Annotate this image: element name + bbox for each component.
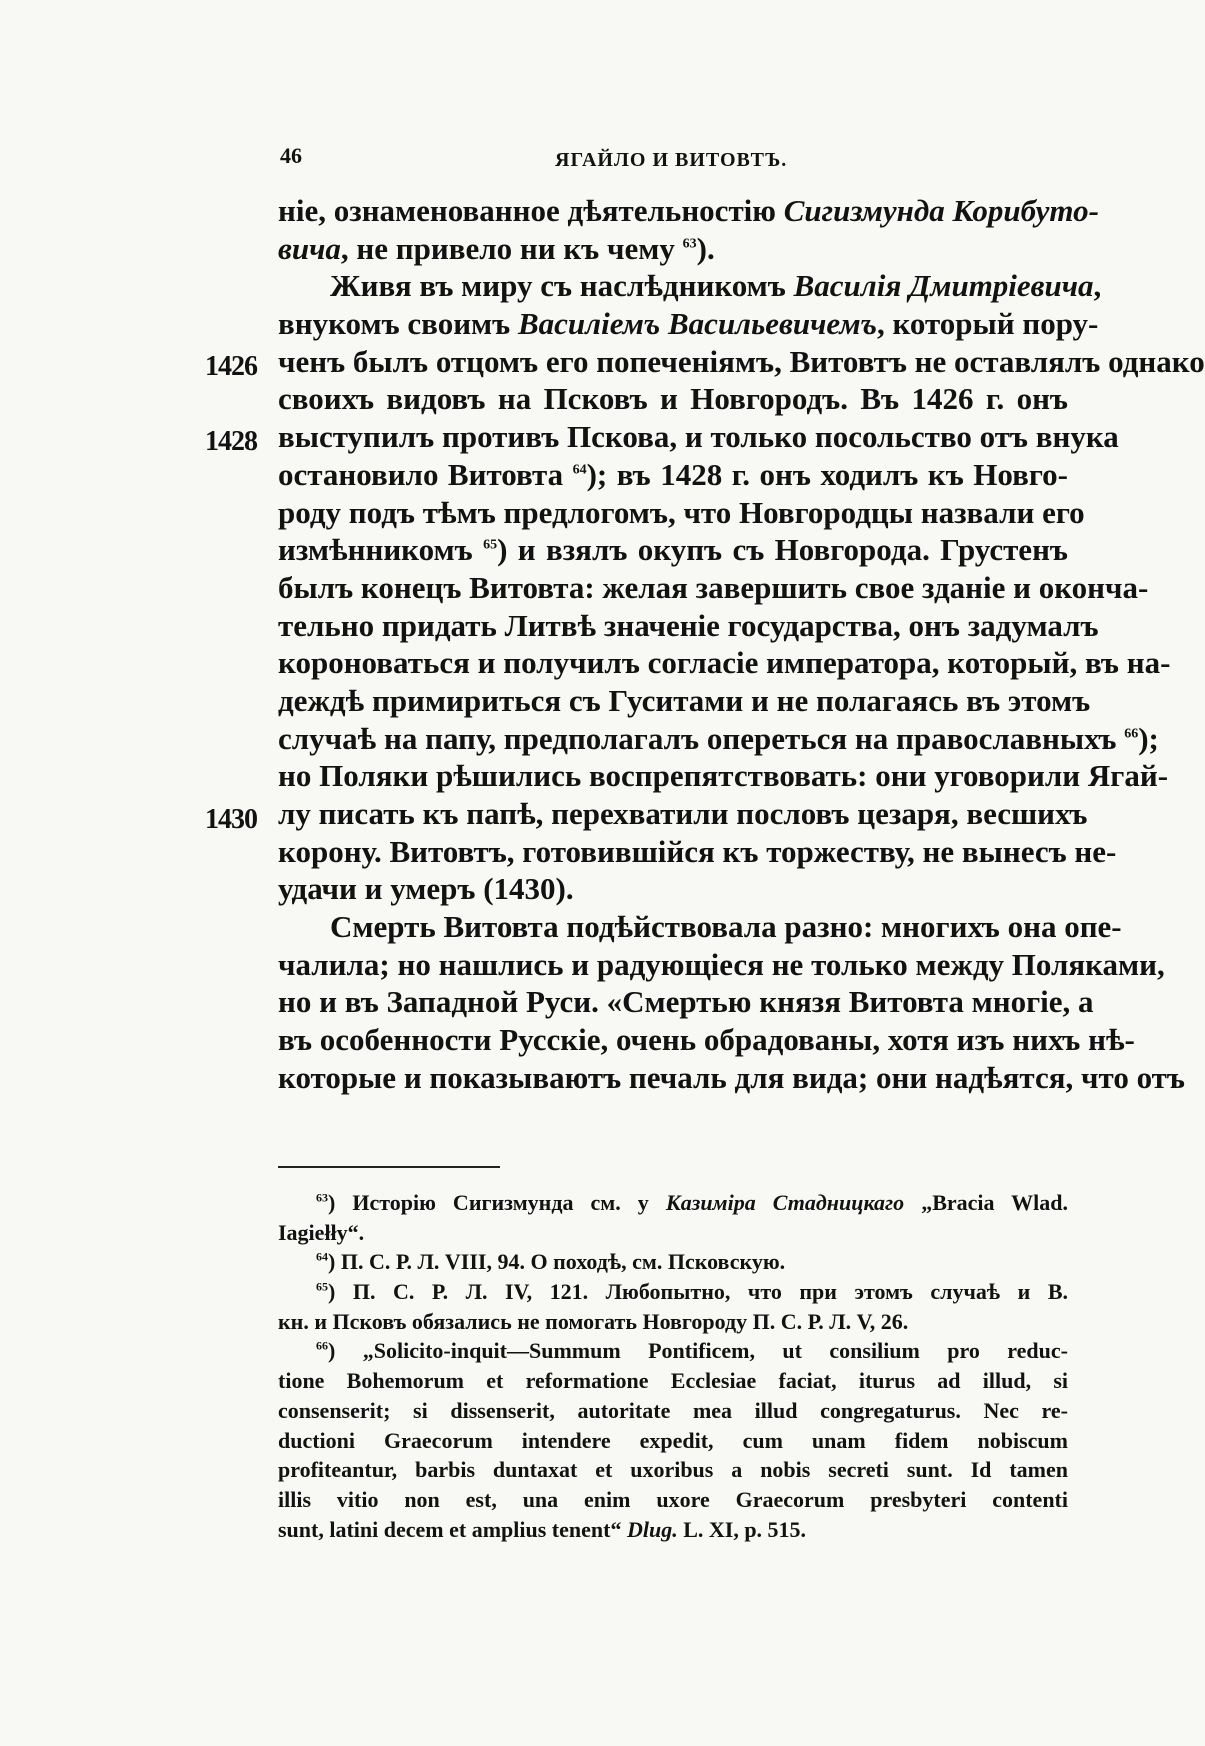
text-line bbox=[278, 720, 1159, 758]
text-line: тельно придать Литвѣ значеніе государства, онъ задумалъ bbox=[278, 607, 1099, 643]
footnote-text: Iagiełły“. bbox=[278, 1219, 365, 1245]
text-line: но Поляки рѣшились воспрепятствовать: они уговорили Ягай- bbox=[278, 758, 1169, 794]
italic-name: Сигизмунда Корибуто- bbox=[783, 193, 1099, 228]
text-line: въ особенности Русскіе, очень обрадованы, хотя изъ нихъ нѣ- bbox=[278, 1022, 1135, 1058]
footnote-text: L. XI, p. 515. bbox=[683, 1516, 807, 1542]
text-line bbox=[278, 305, 1099, 343]
footnote-reference: 63 bbox=[682, 236, 697, 252]
italic-name: Dlug. bbox=[626, 1516, 678, 1542]
footnote-64 bbox=[278, 1247, 1068, 1277]
text-line: Смерть Витовта подѣйствовала разно: многихъ она опе- bbox=[330, 909, 1122, 945]
footnote-text: illis vitio non est, una enim uxore Graecorum presbyteri contenti bbox=[278, 1486, 1068, 1512]
text-segment: ); bbox=[1138, 720, 1159, 756]
text-segment: , не привело ни къ чему bbox=[340, 230, 675, 266]
page-number: 46 bbox=[280, 143, 302, 168]
footnote-66-last-line bbox=[278, 1515, 1068, 1545]
footnote-text: кн. и Псковъ обязались не помогать Новгороду П. С. Р. Л. V, 26. bbox=[278, 1308, 909, 1334]
footnote-number: 63 bbox=[316, 1190, 328, 1205]
text-segment: измѣнникомъ bbox=[278, 532, 473, 568]
text-line: которые и показываютъ печаль для вида; они надѣятся, что отъ bbox=[278, 1059, 1185, 1095]
margin-year-1428: 1428 bbox=[205, 426, 257, 457]
text-line: выступилъ противъ Пскова, и только посольство отъ внука bbox=[278, 419, 1119, 455]
text-line: короноваться и получилъ согласіе императора, который, въ на- bbox=[278, 645, 1171, 681]
footnote-text: consenserit; si dissenserit, autoritate mea illud congregaturus. Nec re- bbox=[278, 1397, 1068, 1423]
text-line: корону. Витовтъ, готовившійся къ торжеству, не вынесъ не- bbox=[278, 833, 1117, 869]
text-segment: внукомъ своимъ bbox=[278, 306, 511, 342]
text-line bbox=[278, 192, 1099, 230]
footnote-reference: 66 bbox=[1124, 726, 1139, 742]
footnote-text: ) „Solicito-inquit—Summum Pontificem, ut consilium pro reduc- bbox=[328, 1338, 1068, 1364]
text-segment: , bbox=[1093, 268, 1102, 304]
footnote-reference: 64 bbox=[572, 462, 587, 478]
footnote-separator bbox=[278, 1166, 500, 1168]
footnote-number: 65 bbox=[316, 1279, 328, 1294]
italic-name: Казиміра Стадницкаго bbox=[665, 1190, 905, 1215]
footnote-66 bbox=[278, 1336, 1068, 1366]
text-line bbox=[278, 230, 1068, 268]
footnote-63 bbox=[278, 1188, 1068, 1218]
footnote-text: ductioni Graecorum intendere expedit, cum unam fidem nobiscum bbox=[278, 1427, 1068, 1453]
text-segment: Живя въ миру съ наслѣдникомъ bbox=[330, 268, 786, 304]
text-line: былъ конецъ Витовта: желая завершить свое зданіе и оконча- bbox=[278, 569, 1149, 605]
text-line: деждѣ примириться съ Гуситами и не полагаясь въ этомъ bbox=[278, 682, 1091, 718]
footnotes bbox=[278, 1188, 1068, 1544]
footnote-text: „Bracia Wlad. bbox=[921, 1190, 1069, 1215]
text-line bbox=[278, 267, 1102, 305]
text-line bbox=[278, 531, 1068, 569]
text-line: удачи и умеръ (1430). bbox=[278, 871, 574, 907]
text-line: но и въ Западной Руси. «Смертью князя Витовта многіе, а bbox=[278, 984, 1094, 1020]
footnote-text: tione Bohemorum et reformatione Ecclesiae faciat, iturus ad illud, si bbox=[278, 1368, 1068, 1394]
italic-name: вича bbox=[278, 230, 341, 266]
footnote-text: ) П. С. Р. Л. IV, 121. Любопытно, что при этомъ случаѣ и В. bbox=[328, 1279, 1068, 1305]
footnote-number: 64 bbox=[316, 1250, 328, 1265]
main-text bbox=[278, 192, 1205, 1097]
footnote-text: ) Исторію Сигизмунда см. у bbox=[328, 1190, 649, 1215]
text-line: ченъ былъ отцомъ его попеченіямъ, Витовтъ не оставлялъ однако bbox=[278, 343, 1205, 379]
text-line: лу писать къ папѣ, перехватили пословъ цезаря, весшихъ bbox=[278, 796, 1088, 831]
footnote-text: sunt, latini decem et amplius tenent“ bbox=[278, 1516, 622, 1542]
italic-name: Василіемъ Васильевичемъ bbox=[518, 306, 877, 342]
text-segment: случаѣ на папу, предполагалъ опереться на православныхъ bbox=[278, 720, 1117, 756]
margin-year-1430: 1430 bbox=[205, 804, 257, 835]
text-line: чалила; но нашлись и радующіеся не только между Поляками, bbox=[278, 946, 1165, 982]
text-segment: , который пору- bbox=[876, 306, 1099, 342]
footnote-text: profiteantur, barbis duntaxat et uxoribus a nobis secreti sunt. Id tamen bbox=[278, 1457, 1068, 1483]
text-segment: ніе, ознаменованное дѣятельностію bbox=[278, 193, 776, 228]
text-line bbox=[278, 456, 1068, 494]
text-segment: ); въ 1428 г. онъ ходилъ къ Новго- bbox=[586, 456, 1068, 492]
text-line: роду подъ тѣмъ предлогомъ, что Новгородцы назвали его bbox=[278, 494, 1085, 530]
footnote-65 bbox=[278, 1277, 1068, 1307]
text-line: своихъ видовъ на Псковъ и Новгородъ. Въ 1426 г. онъ bbox=[278, 381, 1068, 417]
footnote-reference: 65 bbox=[483, 537, 498, 553]
footnote-number: 66 bbox=[316, 1339, 328, 1354]
footnote-text: ) П. С. Р. Л. VIII, 94. О походѣ, см. Псковскую. bbox=[328, 1249, 786, 1275]
text-segment: ). bbox=[696, 230, 715, 266]
running-title: ЯГАЙЛО И ВИТОВТЪ. bbox=[555, 149, 788, 171]
italic-name: Василія Дмитріевича bbox=[793, 268, 1094, 304]
margin-year-1426: 1426 bbox=[205, 351, 257, 382]
text-segment: ) и взялъ окупъ съ Новгорода. Грустенъ bbox=[497, 532, 1069, 568]
text-segment: остановило Витовта bbox=[278, 456, 564, 492]
